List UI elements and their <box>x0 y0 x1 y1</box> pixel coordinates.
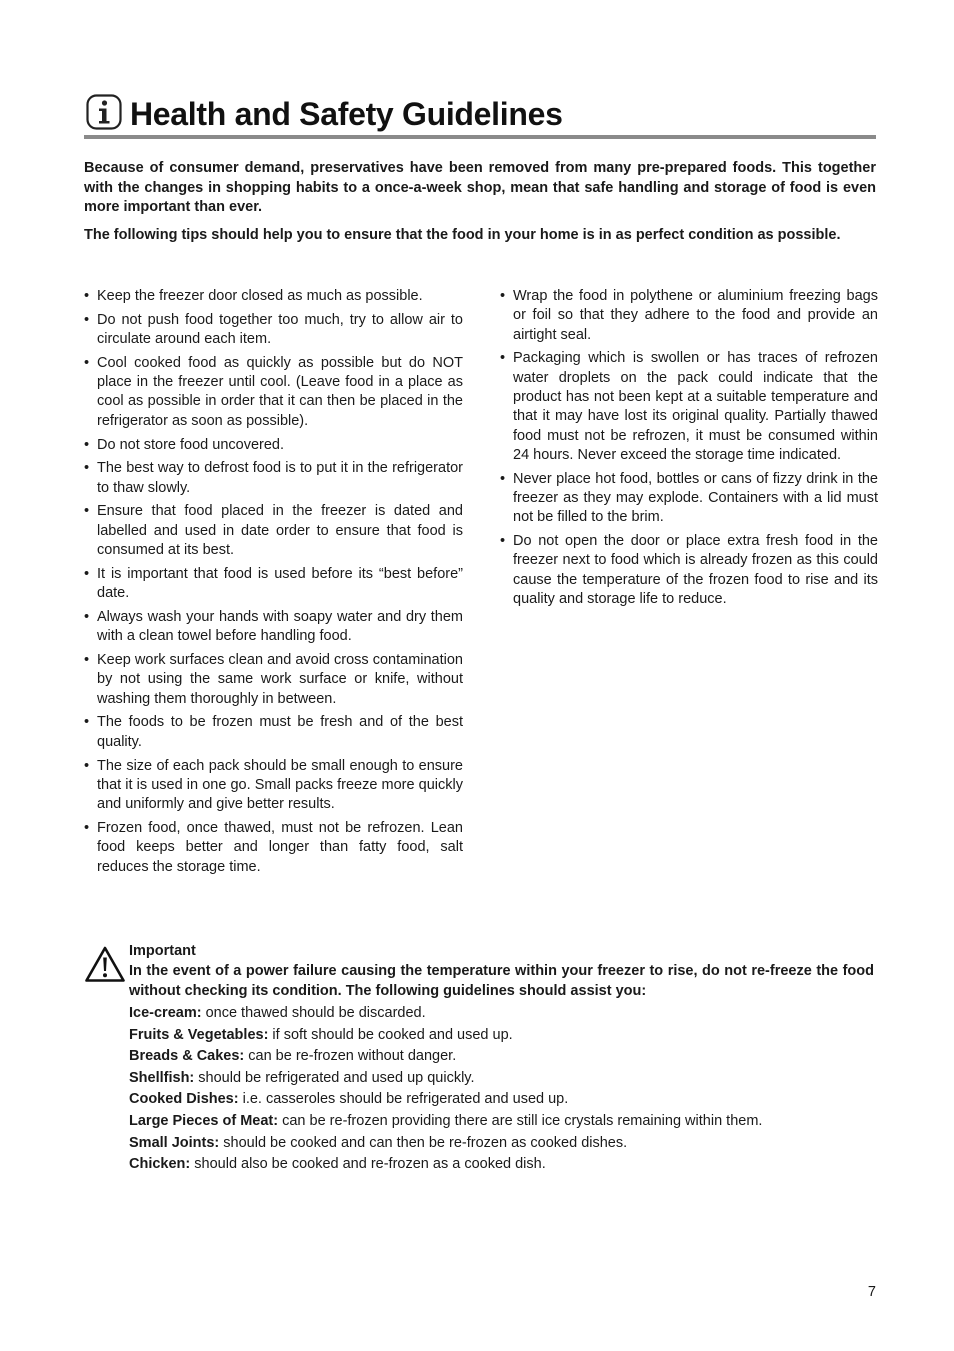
tip-text: The best way to defrost food is to put it in the refrigerator to thaw slowly. <box>97 460 463 496</box>
bullet-icon: • <box>500 470 506 487</box>
guideline-text: should also be cooked and re-frozen as a cooked dish. <box>190 1156 546 1173</box>
bullet-icon: • <box>84 652 90 669</box>
guideline-text: should be cooked and can then be re-frozen as cooked dishes. <box>219 1134 628 1151</box>
tip-text: Do not store food uncovered. <box>97 436 285 453</box>
tip-text: Cool cooked food as quickly as possible but do NOT place in the freezer until cool. (Leave food in a place as cool as possible in order that it can then be placed in the refrigerator as soon as possible). <box>97 354 463 429</box>
tip-text: Ensure that food placed in the freezer is dated and labelled and used in date order to ensure that food is consumed at its best. <box>97 503 463 559</box>
tip-text: Do not open the door or place extra fresh food in the freezer next to food which is already frozen as this could cause the temperature of the frozen food to rise and its quality and storage life to reduce. <box>513 533 878 607</box>
guideline-item <box>129 1111 874 1133</box>
tip-item <box>84 819 463 877</box>
tip-item <box>84 311 463 350</box>
bullet-icon: • <box>500 288 506 304</box>
guideline-text: can be re-frozen without danger. <box>244 1048 457 1065</box>
bullet-icon: • <box>84 436 90 453</box>
guideline-label: Chicken: <box>129 1156 191 1173</box>
guideline-text: should be refrigerated and used up quickly. <box>194 1069 475 1086</box>
important-lead: In the event of a power failure causing the temperature within your freezer to rise, do not re-freeze the food without checking its condition. The following guidelines should assist you: <box>129 963 874 999</box>
tip-text: Do not push food together too much, try to allow air to circulate around each item. <box>97 311 463 348</box>
guideline-item <box>129 1089 874 1111</box>
intro-text <box>84 159 876 253</box>
tip-item <box>500 532 878 609</box>
guideline-text: if soft should be cooked and used up. <box>268 1026 513 1043</box>
guideline-label: Large Pieces of Meat: <box>129 1112 279 1129</box>
tip-text: The foods to be frozen must be fresh and of the best quality. <box>97 714 463 750</box>
guideline-label: Cooked Dishes: <box>129 1091 239 1108</box>
intro-paragraph: The following tips should help you to ensure that the food in your home is in as perfect condition as possible. <box>84 226 841 243</box>
guideline-item <box>129 1133 874 1155</box>
info-icon <box>86 94 122 130</box>
bullet-icon: • <box>84 819 90 836</box>
guideline-text: i.e. casseroles should be refrigerated and used up. <box>238 1091 569 1108</box>
tip-text: Keep the freezer door closed as much as possible. <box>97 288 423 304</box>
important-body <box>129 941 874 1176</box>
guideline-item <box>129 1046 874 1068</box>
guidelines-list <box>129 1003 874 1176</box>
guideline-label: Fruits & Vegetables: <box>129 1026 269 1043</box>
tip-item <box>84 608 463 647</box>
tip-item <box>84 354 463 431</box>
guideline-item <box>129 1025 874 1047</box>
tip-text: Wrap the food in polythene or aluminium freezing bags or foil so that they adhere to the food and provide an airtight seal. <box>513 288 878 343</box>
tip-item <box>84 287 463 306</box>
tip-item <box>84 502 463 560</box>
tips-list-left <box>84 287 463 877</box>
tip-item <box>84 459 463 498</box>
bullet-icon: • <box>84 288 90 304</box>
guideline-text: once thawed should be discarded. <box>201 1005 426 1021</box>
bullet-icon: • <box>84 354 90 371</box>
tip-item <box>84 651 463 709</box>
page-title: Health and Safety Guidelines <box>130 96 563 132</box>
tips-column-right <box>500 287 878 614</box>
intro-paragraph: Because of consumer demand, preservatives have been removed from many pre-prepared foods. This together with the changes in shopping habits to a once-a-week shop, mean that safe handling and storage of food is even more important than ever. <box>84 160 876 215</box>
tip-item <box>84 436 463 455</box>
guideline-item <box>129 1154 874 1176</box>
tips-column-left <box>84 287 463 881</box>
guideline-label: Ice-cream: <box>129 1005 202 1021</box>
page-number: 7 <box>867 1284 876 1300</box>
bullet-icon: • <box>500 350 506 367</box>
bullet-icon: • <box>500 533 506 550</box>
tips-list-right <box>500 287 878 609</box>
tip-item <box>84 713 463 752</box>
tip-item <box>84 757 463 815</box>
bullet-icon: • <box>84 503 90 520</box>
tip-text: Always wash your hands with soapy water and dry them with a clean towel before handling food. <box>97 608 463 645</box>
tip-text: The size of each pack should be small enough to ensure that it is used in one go. Small packs freeze more quickly and uniformly and give better results. <box>97 757 463 813</box>
bullet-icon: • <box>84 565 90 582</box>
important-title: Important <box>129 943 196 959</box>
bullet-icon: • <box>84 714 90 731</box>
heading-rule <box>84 135 876 139</box>
guideline-label: Breads & Cakes: <box>129 1048 245 1065</box>
tip-text: Packaging which is swollen or has traces of refrozen water droplets on the pack could indicate that the product has not been kept at a suitable temperature and that it may have lost its original quality. Partially thawed food must not be refrozen, it must be consumed within 24 hours. Never exceed the storage time indicated. <box>513 350 878 463</box>
tip-item <box>500 349 878 465</box>
warning-triangle-icon <box>84 945 126 983</box>
guideline-label: Small Joints: <box>129 1134 220 1151</box>
tip-text: Frozen food, once thawed, must not be refrozen. Lean food keeps better and longer than fatty food, salt reduces the storage time. <box>97 819 463 875</box>
tip-text: It is important that food is used before its “best before” date. <box>97 565 463 602</box>
guideline-item <box>129 1068 874 1090</box>
guideline-label: Shellfish: <box>129 1069 195 1086</box>
bullet-icon: • <box>84 608 90 625</box>
tip-item <box>500 470 878 528</box>
page-heading <box>84 92 876 138</box>
bullet-icon: • <box>84 311 90 328</box>
tip-text: Keep work surfaces clean and avoid cross contamination by not using the same work surface or knife, without washing them thoroughly in between. <box>97 652 463 707</box>
bullet-icon: • <box>84 460 90 477</box>
tip-item <box>500 287 878 345</box>
guideline-text: can be re-frozen providing there are still ice crystals remaining within them. <box>278 1112 763 1129</box>
bullet-icon: • <box>84 757 90 774</box>
tip-item <box>84 565 463 604</box>
guideline-item <box>129 1003 874 1025</box>
tip-text: Never place hot food, bottles or cans of fizzy drink in the freezer as they may explode. Containers with a lid must not be filled to the brim. <box>513 470 878 526</box>
